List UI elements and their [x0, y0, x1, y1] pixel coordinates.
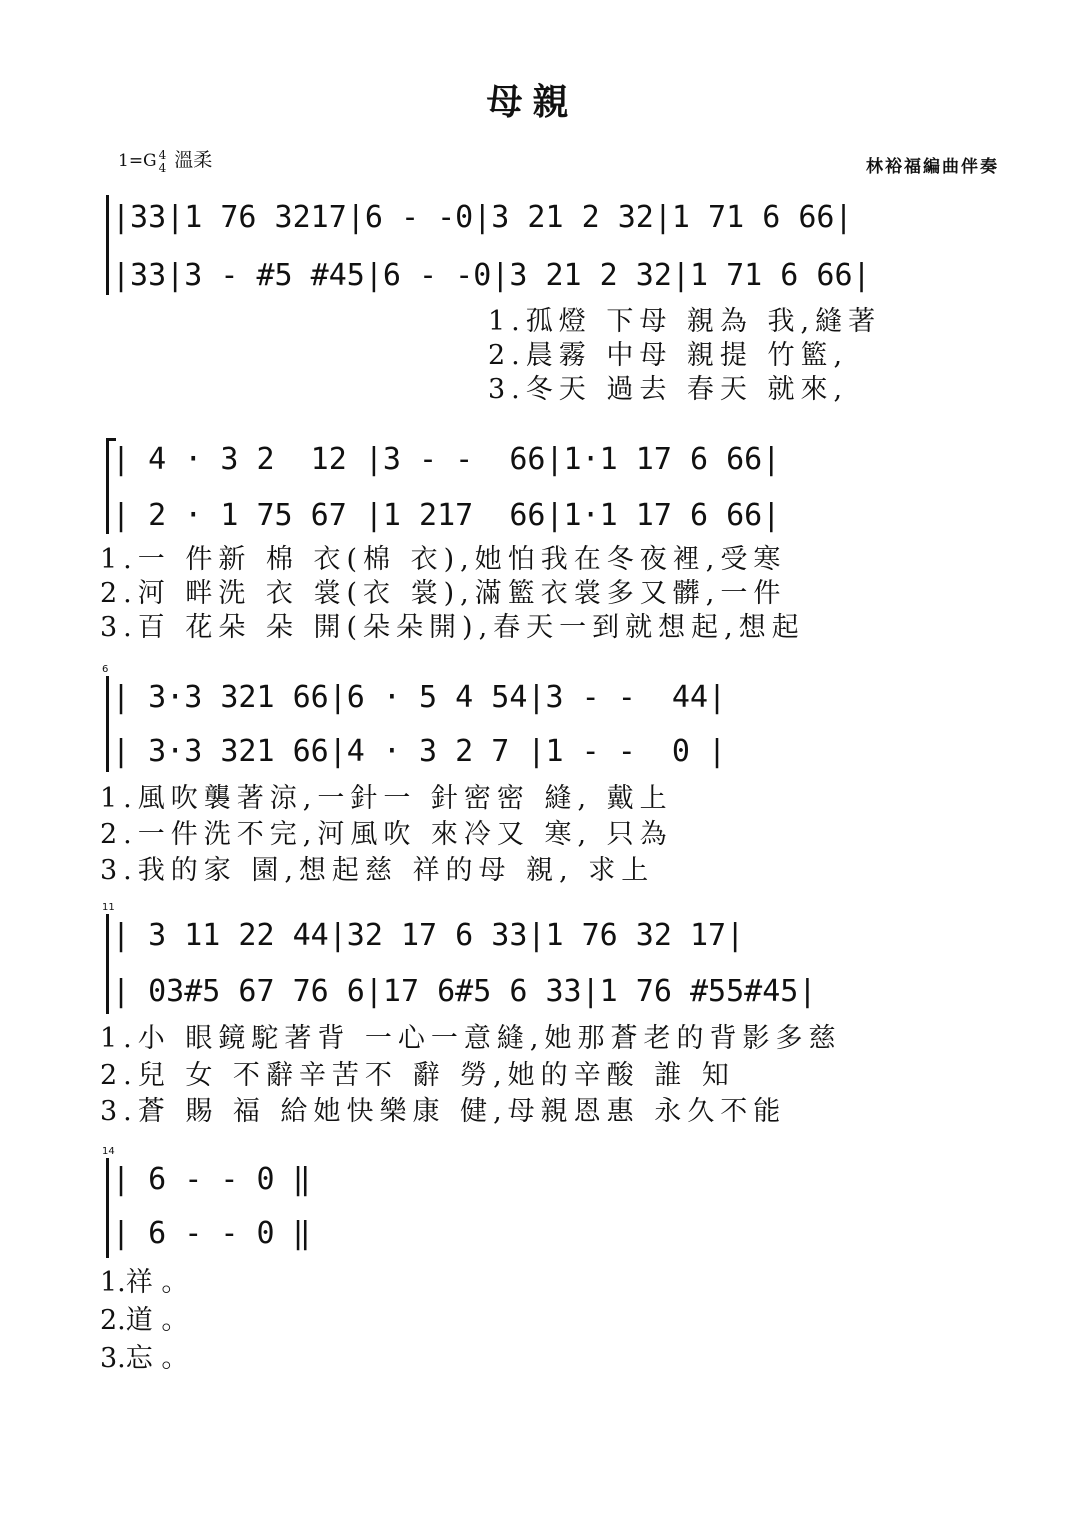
harmony-line: | 3·3 321 66|4 · 3 2 7 |1 - - 0 | [112, 734, 727, 769]
system-brace [106, 195, 109, 295]
system-brace [106, 676, 109, 772]
lyric-verse-3: 3.冬天 過去 春天 就來, [488, 374, 849, 405]
lyric-verse-3: 3.忘 。 [100, 1343, 189, 1374]
melody-line: |33|1 76 3217|6 - -0|3 21 2 32|1 71 6 66| [112, 200, 853, 235]
melody-line: | 3·3 321 66|6 · 5 4 54|3 - - 44| [112, 680, 727, 715]
lyric-verse-2: 2.道 。 [100, 1305, 189, 1336]
system-brace [106, 438, 109, 534]
song-title: 母親 [486, 81, 579, 123]
composer-credit: 林裕福編曲伴奏 [866, 157, 999, 177]
key-label: 1=G [118, 151, 157, 171]
system-brace [106, 914, 109, 1014]
harmony-line: | 6 - - 0 ‖ [112, 1216, 311, 1251]
harmony-line: |33|3 - #5 #45|6 - -0|3 21 2 32|1 71 6 66| [112, 258, 871, 293]
lyric-verse-1: 1.風吹襲著涼,一針一 針密密 縫, 戴上 [100, 783, 673, 814]
lyric-verse-1: 1.一 件新 棉 衣(棉 衣),她怕我在冬夜裡,受寒 [100, 544, 787, 575]
lyric-verse-2: 2.河 畔洗 衣 裳(衣 裳),滿籃衣裳多又髒,一件 [100, 578, 787, 609]
measure-number: 11 [102, 902, 115, 913]
key-signature [118, 145, 212, 175]
melody-line: | 3 11 22 44|32 17 6 33|1 76 32 17| [112, 918, 745, 953]
lyric-verse-3: 3.蒼 賜 福 給她快樂康 健,母親恩惠 永久不能 [100, 1096, 787, 1127]
lyric-verse-2: 2.兒 女 不辭辛苦不 辭 勞,她的辛酸 誰 知 [100, 1060, 735, 1091]
time-signature: 4 4 [158, 147, 167, 175]
lyric-verse-1: 1.孤燈 下母 親為 我,縫著 [488, 306, 882, 337]
lyric-verse-1: 1.祥 。 [100, 1267, 189, 1298]
melody-line: | 6 - - 0 ‖ [112, 1162, 311, 1197]
system-brace [106, 1158, 109, 1258]
harmony-line: | 03#5 67 76 6|17 6#5 6 33|1 76 #55#45| [112, 974, 817, 1009]
lyric-verse-3: 3.百 花朵 朵 開(朵朵開),春天一到就想起,想起 [100, 612, 805, 643]
tempo-marking: 溫柔 [174, 149, 213, 171]
lyric-verse-2: 2.一件洗不完,河風吹 來冷又 寒, 只為 [100, 819, 673, 850]
measure-number: 14 [102, 1146, 115, 1157]
lyric-verse-3: 3.我的家 園,想起慈 祥的母 親, 求上 [100, 855, 655, 886]
measure-number: 6 [102, 664, 109, 675]
lyric-verse-2: 2.晨霧 中母 親提 竹籃, [488, 340, 849, 371]
melody-line: | 4 · 3 2 12 |3 - - 66|1·1 17 6 66| [112, 442, 781, 477]
harmony-line: | 2 · 1 75 67 |1 217 66|1·1 17 6 66| [112, 498, 781, 533]
lyric-verse-1: 1.小 眼鏡駝著背 一心一意縫,她那蒼老的背影多慈 [100, 1023, 842, 1054]
